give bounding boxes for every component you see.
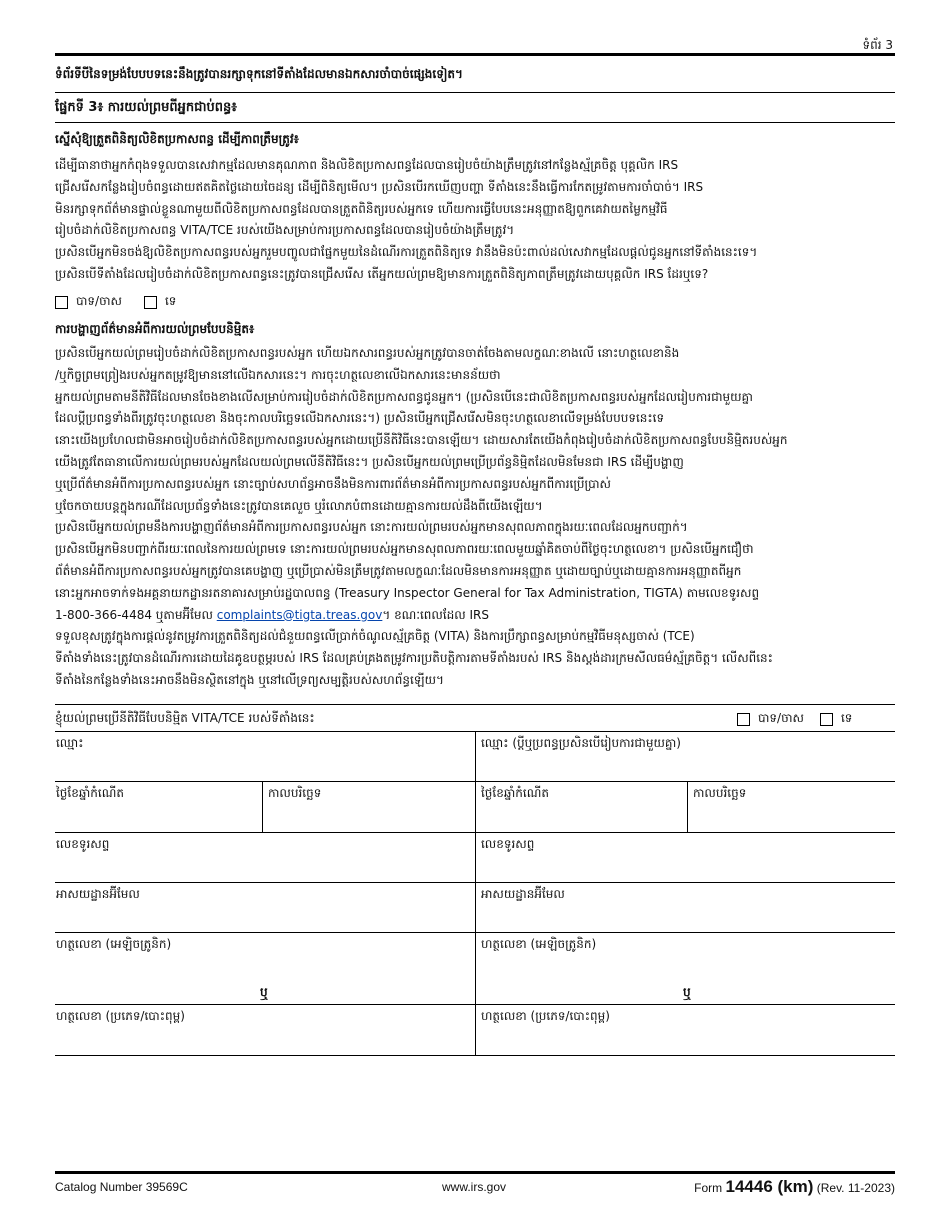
field-label: ឈ្មោះ (ប្តីឬប្រពន្ធប្រសិនបើរៀបការជាមួយគ្នា) [481, 736, 681, 750]
page-number: ទំព័រ 3 [862, 38, 893, 52]
form-page [55, 0, 895, 1230]
field-label: អាសយដ្ឋានអ៊ីមែល [56, 887, 140, 901]
field-label: ថ្ងៃខែឆ្នាំកំណើត [481, 786, 549, 800]
field-label: ហត្ថលេខា (អេឡិចត្រូនិក) [56, 937, 172, 951]
spouse-name-field[interactable] [476, 732, 895, 782]
field-label: កាលបរិច្ឆេទ [268, 786, 322, 800]
field-label: ថ្ងៃខែឆ្នាំកំណើត [56, 786, 124, 800]
field-label: កាលបរិច្ឆេទ [693, 786, 747, 800]
phone-email-line [55, 605, 895, 627]
text-line: ប្រសិនបើទីតាំងដែលរៀបចំដាក់លិខិតប្រកាសពន្ធនេះត្រូវបានជ្រើសរើស តើអ្នកយល់ព្រមឱ្យមានការត្រួតពិនិត្យភាពត្រឹមត្រូវដោយបុគ្គលិក IRS ដែរឬទេ? [55, 266, 709, 281]
taxpayer-date-field[interactable] [263, 782, 476, 833]
text-line: ប្រសិនបើអ្នកមិនបញ្ជាក់ពីរយៈពេលនៃការយល់ព្រមទេ នោះការយល់ព្រមរបស់អ្នកមានសុពលភាពរយៈពេលមួយឆ្នាំគិតចាប់ពីថ្ងៃចុះហត្ថលេខា។ ប្រសិនបើអ្នកជឿថា [55, 542, 754, 557]
footer-rule [55, 1171, 895, 1174]
top-rule [55, 53, 895, 56]
virtual-yes-checkbox[interactable] [737, 713, 750, 726]
part-title: ផ្នែកទី 3៖ ការយល់ព្រមពីអ្នកជាប់ពន្ធ៖ [55, 100, 237, 115]
taxpayer-typed-signature-field[interactable] [55, 1005, 476, 1056]
disclosure-paragraph [55, 343, 895, 692]
virtual-yes-label: បាទ/ចាស [758, 711, 804, 725]
virtual-no-checkbox[interactable] [820, 713, 833, 726]
phone-line-suffix: ។ ខណៈពេលដែល IRS [382, 607, 490, 622]
form-number: 14446 (km) [725, 1177, 814, 1196]
tigta-email-link[interactable]: complaints@tigta.treas.gov [216, 607, 383, 622]
text-line: ទីតាំងទាំងនេះត្រូវបានដំណើរការដោយដៃគូឧបត្ថម្ភរបស់ IRS ដែលគ្រប់គ្រងតម្រូវការប្រតិបត្តិការតាមទីតាំងរបស់ IRS និងស្តង់ដារក្រមសីលធម៌ស្ម័គ្រចិត្ត។ លើសពីនេះ [55, 651, 773, 666]
taxpayer-email-field[interactable] [55, 883, 476, 933]
text-line: រៀបចំដាក់លិខិតប្រកាសពន្ធ VITA/TCE របស់យើងសម្រាប់ការប្រកាសពន្ធដែលបានរៀបចំយ៉ាងត្រឹមត្រូវ។ [55, 223, 515, 238]
text-line: ព័ត៌មានអំពីការប្រកាសពន្ធរបស់អ្នកត្រូវបានគេបង្ហាញ ឬប្រើប្រាស់មិនត្រឹមត្រូវតាមលក្ខណៈដែលមិនមានការអនុញ្ញាត ឬដោយច្បាប់ឬដោយគ្មានការអនុញ្ញាតពីអ្នក [55, 563, 742, 578]
field-label: ឈ្មោះ [56, 736, 84, 750]
field-label: ហត្ថលេខា (ប្រភេទ/បោះពុម្ព) [56, 1009, 185, 1023]
virtual-consent-statement: ខ្ញុំយល់ព្រមប្រើនីតិវិធីបែបនិម្មិត VITA/TCE របស់ទីតាំងនេះ [55, 711, 315, 725]
taxpayer-phone-field[interactable] [55, 833, 476, 883]
virtual-consent-options [737, 710, 852, 728]
field-label: អាសយដ្ឋានអ៊ីមែល [481, 887, 565, 901]
taxpayer-dob-field[interactable] [55, 782, 263, 833]
website: www.irs.gov [442, 1180, 507, 1194]
review-no-checkbox[interactable] [144, 296, 157, 309]
review-consent-options [55, 293, 176, 311]
form-prefix: Form [694, 1181, 726, 1195]
spouse-esignature-field[interactable] [476, 933, 895, 1005]
divider [55, 92, 895, 93]
text-line: ឬប្រើព័ត៌មានអំពីការប្រកាសពន្ធរបស់អ្នក នោះច្បាប់សហព័ន្ធអាចនឹងមិនការពារព័ត៌មានអំពីការប្រកាសពន្ធរបស់អ្នកពីការប្រើប្រាស់ [55, 476, 611, 491]
text-line: ឬចែកចាយបន្តក្នុងករណីដែលប្រព័ន្ធទាំងនេះត្រូវបានគេលួច ឬរំលោភបំពានដោយគ្មានការយល់ដឹងពីយើងឡើយ។ [55, 498, 543, 513]
taxpayer-name-field[interactable] [55, 732, 476, 782]
text-line: ដែលប្តីប្រពន្ធទាំងពីរត្រូវចុះហត្ថលេខា និងចុះកាលបរិច្ឆេទលើឯកសារនេះ។) ប្រសិនបើអ្នកជ្រើសរើសមិនចុះហត្ថលេខាលើទម្រង់បែបបទនេះទេ [55, 411, 665, 426]
disclosure-heading: ការបង្ហាញព័ត៌មានអំពីការយល់ព្រមបែបនិម្មិត៖ [55, 322, 255, 336]
form-identifier [694, 1177, 895, 1197]
text-line: ទីតាំងនៃកន្លែងទាំងនេះអាចនឹងមិនស្ថិតនៅក្នុង ឬនៅលើទ្រព្យសម្បត្តិរបស់សហព័ន្ធឡើយ។ [55, 672, 444, 687]
or-separator: ឬ [260, 985, 268, 999]
phone-text: 1-800-366-4484 ឬតាមអ៊ីមែល [55, 607, 217, 622]
field-label: ហត្ថលេខា (អេឡិចត្រូនិក) [481, 937, 597, 951]
review-yes-checkbox[interactable] [55, 296, 68, 309]
text-line: ទទួលខុសត្រូវក្នុងការផ្តល់នូវតម្រូវការត្រួតពិនិត្យដល់ជំនួយពន្ធលើប្រាក់ចំណូលស្ម័គ្រចិត្ត (VITA) និងការប្រឹក្សាពន្ធសម្រាប់កម្មវិធីមនុស្សចាស់ (TCE) [55, 629, 695, 644]
spouse-dob-field[interactable] [476, 782, 688, 833]
or-separator: ឬ [683, 985, 691, 999]
field-label: លេខទូរសព្ទ [56, 837, 110, 851]
text-line: យើងត្រូវតែធានាលើការយល់ព្រមរបស់អ្នកដែលយល់ព្រមលើនីតិវិធីនេះ។ ប្រសិនបើអ្នកយល់ព្រមប្រើប្រព័ន្ធនិម្មិតដែលមិនមែនជា IRS ដើម្បីបង្ហាញ [55, 454, 684, 469]
spouse-date-field[interactable] [688, 782, 895, 833]
text-line: ជ្រើសរើសកន្លែងរៀបចំពន្ធដោយឥតគិតថ្លៃដោយចៃដន្យ ដើម្បីពិនិត្យមើល។ ប្រសិនបើរកឃើញបញ្ហា ទីតាំងនេះនឹងធ្វើការកែតម្រូវតាមការចាំបាច់។ IRS [55, 179, 704, 194]
text-line: នោះអ្នកអាចទាក់ទងអគ្គនាយកដ្ឋានរតនាគារសម្រាប់រដ្ឋបាលពន្ធ (Treasury Inspector General for Tax Administration, TIGTA) តាមលេខទូរសព្ទ [55, 585, 760, 600]
review-no-label: ទេ [164, 294, 177, 308]
divider [55, 122, 895, 123]
taxpayer-esignature-field[interactable] [55, 933, 476, 1005]
text-line: ប្រសិនបើអ្នកយល់ព្រមរៀបចំដាក់លិខិតប្រកាសពន្ធរបស់អ្នក ហើយឯកសារពន្ធរបស់អ្នកត្រូវបានចាត់ចែងតាមលក្ខណៈខាងលើ នោះហត្ថលេខានិង [55, 346, 680, 360]
text-line: /ឬកិច្ចព្រមព្រៀងរបស់អ្នកតម្រូវឱ្យមាននៅលើឯកសារនេះ។ ការចុះហត្ថលេខាលើឯកសារនេះមានន័យថា [55, 367, 501, 382]
spouse-typed-signature-field[interactable] [476, 1005, 895, 1056]
text-line: មិនរក្សាទុកព័ត៌មានផ្ទាល់ខ្លួនណាមួយពីលិខិតប្រកាសពន្ធដែលបានត្រួតពិនិត្យរបស់អ្នកទេ ហើយការធ្វើបែបនេះអនុញ្ញាតឱ្យពួកគេវាយតម្លៃកម្មវិធី [55, 201, 668, 216]
divider [55, 704, 895, 705]
text-line: ប្រសិនបើអ្នកមិនចង់ឱ្យលិខិតប្រកាសពន្ធរបស់អ្នករួមបញ្ចូលជាផ្នែកមួយនៃដំណើរការត្រួតពិនិត្យទេ វានឹងមិនប៉ះពាល់ដល់សេវាកម្មដែលផ្តល់ជូនអ្នកនៅទីតាំងនេះទេ។ [55, 245, 758, 260]
text-line: នោះយើងប្រហែលជាមិនអាចរៀបចំដាក់លិខិតប្រកាសពន្ធរបស់អ្នកដោយប្រើនីតិវិធីនេះបានឡើយ។ ដោយសារតែយើងកំពុងរៀបចំដាក់លិខិតប្រកាសពន្ធបែបនិម្មិតរបស់អ្នក [55, 433, 788, 448]
review-yes-label: បាទ/ចាស [76, 294, 122, 308]
catalog-number: Catalog Number 39569C [55, 1180, 188, 1194]
virtual-no-label: ទេ [840, 711, 853, 725]
spouse-email-field[interactable] [476, 883, 895, 933]
field-label: លេខទូរសព្ទ [481, 837, 535, 851]
form-revision: (Rev. 11-2023) [813, 1181, 895, 1195]
text-line: ប្រសិនបើអ្នកយល់ព្រមនឹងការបង្ហាញព័ត៌មានអំពីការប្រកាសពន្ធរបស់អ្នក នោះការយល់ព្រមរបស់អ្នកមានសុពលភាពក្នុងរយៈពេលដែលអ្នកបញ្ជាក់។ [55, 520, 688, 535]
text-line: អ្នកយល់ព្រមតាមនីតិវិធីដែលមានចែងខាងលើសម្រាប់ការរៀបចំដាក់លិខិតប្រកាសពន្ធជូនអ្នក។ (ប្រសិនបើនេះជាលិខិតប្រកាសពន្ធរបស់អ្នកដែលរៀបការជាមួយគ្នា [55, 389, 753, 404]
review-heading: ស្នើសុំឱ្យត្រួតពិនិត្យលិខិតប្រកាសពន្ធ ដើម្បីភាពត្រឹមត្រូវ៖ [55, 132, 299, 146]
text-line: ដើម្បីធានាថាអ្នកកំពុងទទួលបានសេវាកម្មដែលមានគុណភាព និងលិខិតប្រកាសពន្ធដែលបានរៀបចំយ៉ាងត្រឹមត្រូវនៅកន្លែងស្ម័គ្រចិត្ត បុគ្គលិក IRS [55, 158, 679, 172]
spouse-phone-field[interactable] [476, 833, 895, 883]
copy-note: ទំព័រទីបីនៃទម្រង់បែបបទនេះនឹងត្រូវបានរក្សាទុកនៅទីតាំងដែលមានឯកសារចាំបាច់ផ្សេងទៀត។ [55, 67, 463, 81]
field-label: ហត្ថលេខា (ប្រភេទ/បោះពុម្ព) [481, 1009, 610, 1023]
review-paragraph [55, 155, 895, 286]
